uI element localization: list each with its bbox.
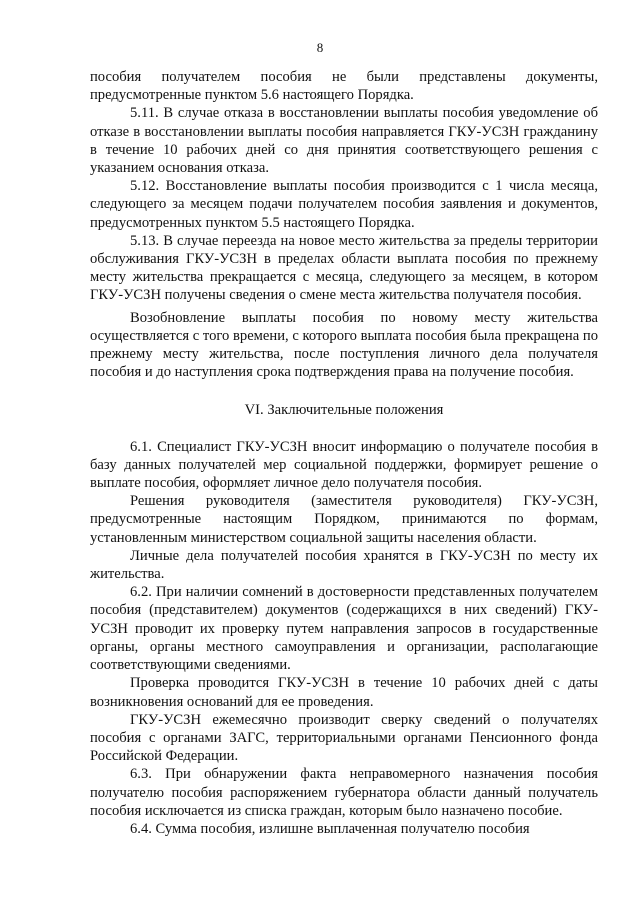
section-heading: VI. Заключительные положения [244, 402, 444, 419]
paragraph-verification: Проверка проводится ГКУ-УСЗН в течение 10 рабочих дней с даты возникновения оснований для ее проведения. [90, 675, 598, 710]
paragraph-6-2: 6.2. При наличии сомнений в достоверности представленных получателем пособия (представителем) документов (содержащихся в них сведений) ГКУ-УСЗН проводит их проверку путем направления запросов в государственные органы, органы местного самоуправления и организации, располагающие соответствующими сведениями. [90, 584, 598, 674]
paragraph-decisions: Решения руководителя (заместителя руководителя) ГКУ-УСЗН, предусмотренные настоящим Порядком, принимаются по формам, установленным министерством социальной защиты населения области. [90, 493, 598, 546]
paragraph-6-3: 6.3. При обнаружении факта неправомерного назначения пособия получателю пособия распоряжением губернатора области данный получатель пособия исключается из списка граждан, которым было назначено пособие. [90, 766, 598, 819]
page-number: 8 [316, 40, 324, 55]
paragraph-5-13: 5.13. В случае переезда на новое место жительства за пределы территории обслуживания ГКУ-УСЗН в пределах области выплата пособия по прежнему месту жительства прекращается с месяца, следующего за месяцем, в котором ГКУ-УСЗН получены сведения о смене места жительства получателя пособия. [90, 232, 598, 304]
paragraph-resumption: Возобновление выплаты пособия по новому месту жительства осуществляется с того времени, с которого выплата пособия была прекращена по прежнему месту жительства, после поступления личного дела получателя пособия и до наступления срока подтверждения права на получение пособия. [90, 309, 598, 381]
paragraph-5-11: 5.11. В случае отказа в восстановлении выплаты пособия уведомление об отказе в восстановлении выплаты пособия направляется ГКУ-УСЗН гражданину в течение 10 рабочих дней со дня принятия соответствующего решения с указанием основания отказа. [90, 105, 598, 177]
paragraph-reconciliation: ГКУ-УСЗН ежемесячно производит сверку сведений о получателях пособия с органами ЗАГС, территориальными органами Пенсионного фонда Российской Федерации. [90, 711, 598, 765]
paragraph-personal-files: Личные дела получателей пособия хранятся в ГКУ-УСЗН по месту их жительства. [90, 547, 598, 583]
paragraph-continuation: пособия получателем пособия не были представлены документы, предусмотренные пунктом 5.6 настоящего Порядка. [90, 69, 598, 104]
paragraph-5-12: 5.12. Восстановление выплаты пособия производится с 1 числа месяца, следующего за месяцем подачи получателем пособия заявления и документов, предусмотренных пунктом 5.5 настоящего Порядка. [90, 178, 598, 231]
document-body [90, 68, 598, 838]
paragraph-6-1: 6.1. Специалист ГКУ-УСЗН вносит информацию о получателе пособия в базу данных получателей мер социальной поддержки, формирует решение о выплате пособия, оформляет личное дело получателя пособия. [90, 438, 598, 492]
paragraph-6-4: 6.4. Сумма пособия, излишне выплаченная получателю пособия [130, 820, 530, 837]
